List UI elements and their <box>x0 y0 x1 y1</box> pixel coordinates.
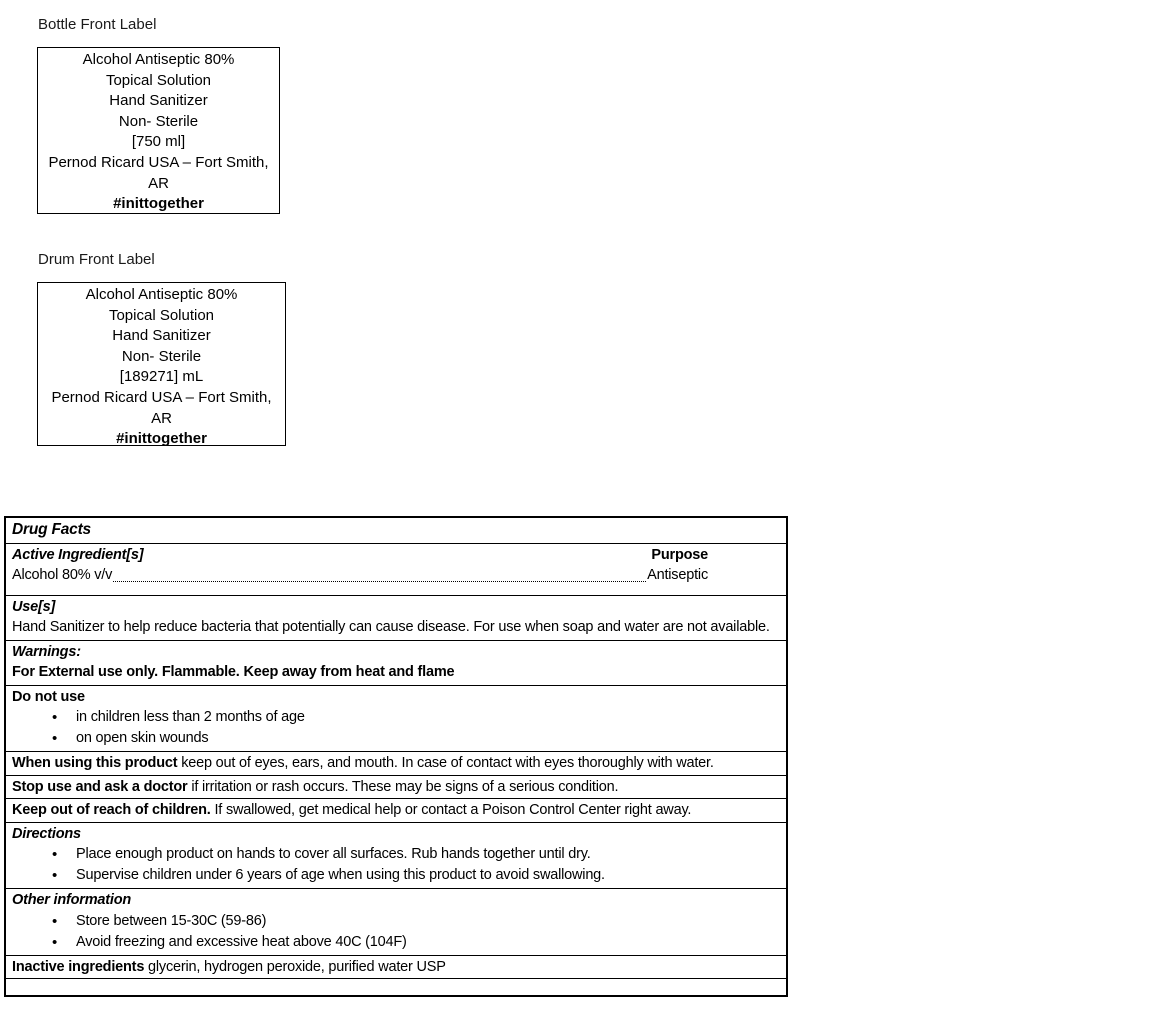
directions-row <box>6 823 786 890</box>
list-item: • on open skin wounds <box>52 728 782 749</box>
bottle-label-title: Bottle Front Label <box>38 16 157 33</box>
uses-text: Hand Sanitizer to help reduce bacteria that potentially can cause disease. For use when soap and water are not available. <box>12 619 770 635</box>
active-ingredient-heading: Active Ingredient[s] <box>12 546 144 563</box>
keep-out-of-reach-row <box>6 799 786 823</box>
uses-heading: Use[s] <box>12 598 56 615</box>
keep-out-text: If swallowed, get medical help or contact a Poison Control Center right away. <box>210 802 692 818</box>
drug-facts-table <box>4 516 788 997</box>
list-item: • Place enough product on hands to cover all surfaces. Rub hands together until dry. <box>52 844 782 865</box>
list-item: • Store between 15-30C (59-86) <box>52 911 782 932</box>
purpose-heading: Purpose <box>651 546 708 563</box>
do-not-use-row <box>6 686 786 753</box>
inactive-ingredients-row <box>6 956 786 980</box>
label-line-manufacturer: Pernod Ricard USA – Fort Smith, <box>48 153 269 171</box>
dotted-leader <box>113 581 646 582</box>
other-information-row <box>6 889 786 956</box>
other-information-list <box>12 911 782 953</box>
ingredient-name: Alcohol 80% v/v <box>12 567 113 583</box>
label-line-volume: [750 ml] <box>131 133 186 151</box>
active-ingredient-header <box>12 545 782 566</box>
stop-use-text: if irritation or rash occurs. These may be signs of a serious condition. <box>187 778 619 795</box>
stop-use-lead: Stop use and ask a doctor <box>12 778 188 795</box>
empty-row <box>6 979 786 995</box>
active-ingredient-value-line <box>12 565 782 586</box>
drum-label-title: Drum Front Label <box>38 251 155 268</box>
label-line: Alcohol Antiseptic 80% <box>82 51 235 68</box>
directions-heading: Directions <box>12 825 81 842</box>
label-line-state: AR <box>148 174 169 192</box>
warnings-row <box>6 641 786 686</box>
do-not-use-heading: Do not use <box>12 688 85 705</box>
inactive-ingredients-text: glycerin, hydrogen peroxide, purified water USP <box>144 958 446 975</box>
stop-use-row <box>6 776 786 800</box>
label-line: Alcohol Antiseptic 80% <box>85 286 238 303</box>
bottle-label-box <box>37 47 280 214</box>
when-using-text: keep out of eyes, ears, and mouth. In case of contact with eyes thoroughly with water. <box>177 755 714 771</box>
label-line: Topical Solution <box>108 306 215 324</box>
label-line-volume: [189271] mL <box>119 368 204 386</box>
label-line: Hand Sanitizer <box>109 92 208 110</box>
label-line: Non- Sterile <box>121 347 202 365</box>
warnings-heading: Warnings: <box>12 643 81 660</box>
active-ingredient-row <box>6 544 786 596</box>
label-line: Topical Solution <box>105 71 212 89</box>
label-hashtag: #inittogether <box>116 430 207 448</box>
drum-label-box <box>37 282 286 446</box>
uses-row <box>6 596 786 641</box>
drug-facts-title-row <box>6 518 786 544</box>
label-line-state: AR <box>151 409 172 427</box>
list-item: • Avoid freezing and excessive heat above 40C (104F) <box>52 932 782 953</box>
list-item: • Supervise children under 6 years of age when using this product to avoid swallowing. <box>52 865 782 886</box>
inactive-ingredients-lead: Inactive ingredients <box>12 958 145 975</box>
do-not-use-list <box>12 707 782 749</box>
purpose-value: Antiseptic <box>647 567 708 583</box>
label-hashtag: #inittogether <box>113 195 204 213</box>
label-line-manufacturer: Pernod Ricard USA – Fort Smith, <box>51 388 272 406</box>
when-using-row <box>6 752 786 776</box>
warnings-text: For External use only. Flammable. Keep away from heat and flame <box>12 664 455 680</box>
drug-facts-title: Drug Facts <box>12 521 91 538</box>
label-line: Hand Sanitizer <box>112 327 211 345</box>
other-information-heading: Other information <box>12 892 132 908</box>
keep-out-lead: Keep out of reach of children. <box>12 802 211 818</box>
when-using-lead: When using this product <box>12 755 178 771</box>
directions-list <box>12 844 782 886</box>
list-item: • in children less than 2 months of age <box>52 707 782 728</box>
label-line: Non- Sterile <box>118 112 199 130</box>
